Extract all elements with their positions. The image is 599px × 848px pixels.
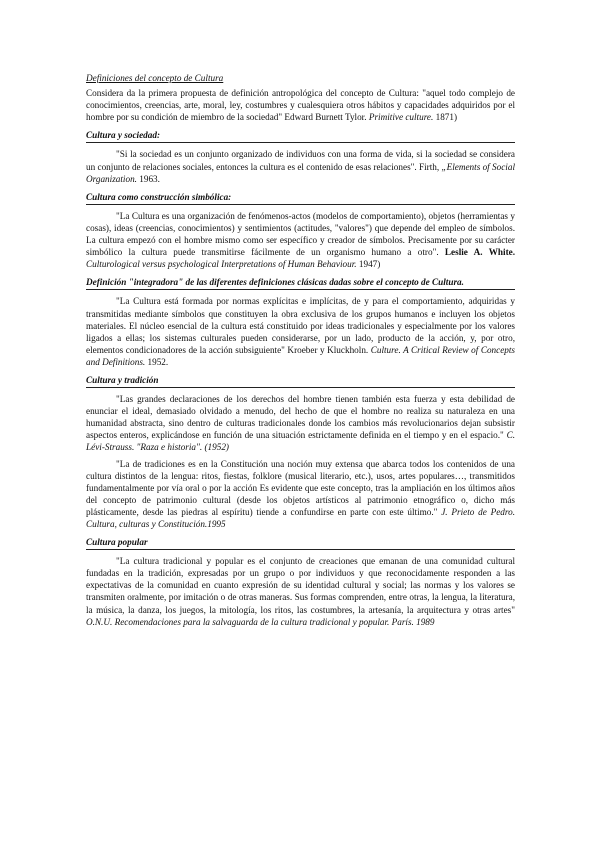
quote-text: "La Cultura está formada por normas explícitas e implícitas, de y para el comportamiento, adquiridas y transmitidas mediante símbolos que constituyen la obra exclusiva de los grupos humanos e incluyen los objetos materiales. El núcleo esencial de la cultura está constituido por ideas tradicionales y especialmente por los valores ligados a ellas; los sistemas culturales pueden considerarse, por un lado, producto de la acción, y, por otro, elementos condicionadores de la acción subsiguiente" Kroeber y Kluckholn.: [86, 296, 515, 355]
quote-text: "Las grandes declaraciones de los derechos del hombre tienen también esta fuerza y esta debilidad de enunciar el ideal, demasiado olvidado a menudo, del hecho de que el hombre no realiza su naturaleza en una humanidad abstracta, sino dentro de culturas tradicionales donde los cambios más revolucionarios dejan subsistir aspectos enteros, explicándose en función de una situación estrictamente definida en el tiempo y en el espacio.": [86, 394, 515, 441]
intro-year: 1871): [435, 112, 458, 123]
section-heading-tradicion: Cultura y tradición: [86, 374, 159, 385]
section-rule: [86, 204, 515, 205]
section-rule: [86, 549, 515, 550]
document-title: Definiciones del concepto de Cultura: [86, 73, 224, 83]
section-paragraph-tradicion-1: [86, 393, 515, 453]
quote-author: Leslie A. White.: [444, 247, 516, 258]
quote-year: 1952.: [147, 356, 169, 367]
quote-citation: Culturological versus psychological Interpretations of Human Behaviour.: [86, 259, 357, 270]
section-paragraph-simbolica: [86, 210, 515, 270]
section-heading-integradora: Definición "integradora" de las diferentes definiciones clásicas dadas sobre el concepto de Cultura.: [86, 277, 464, 288]
section-paragraph-integradora: [86, 295, 515, 368]
section-rule: [86, 142, 515, 143]
section-heading-simbolica: Cultura como construcción simbólica:: [86, 191, 232, 202]
quote-text: "Si la sociedad es un conjunto organizado de individuos con una forma de vida, si la sociedad se considera un conjunto de relaciones sociales, entonces la cultura es el contenido de esas relaciones". Firth,: [86, 149, 515, 172]
quote-citation: Culture. A Critical Review of Concepts and Definitions.: [86, 344, 516, 367]
quote-citation: C. Lévi-Strauss. "Raza e historia". (1952): [86, 430, 515, 453]
section-rule: [86, 387, 515, 388]
quote-year: 1947): [358, 259, 381, 270]
quote-text: "La cultura tradicional y popular es el conjunto de creaciones que emanan de una comunidad cultural fundadas en la tradición, expresadas por un grupo o por individuos y que reconocidamente responden a las expectativas de la comunidad en cuanto expresión de su identidad cultural y social; las normas y los valores se transmiten oralmente, por imitación o de otras maneras. Sus formas comprenden, entre otras, la lengua, la literatura, la música, la danza, los juegos, la mitología, los ritos, las costumbres, la artesanía, la arquitectura y otras artes": [86, 556, 515, 615]
section-heading-popular: Cultura popular: [86, 537, 148, 548]
quote-year: 1963.: [139, 173, 160, 184]
intro-text: Considera da la primera propuesta de definición antropológica del concepto de Cultura: "aquel todo complejo de conocimientos, creencias, arte, moral, ley, costumbres y cualesquiera otros hábitos y capacidades adquiridos por el hombre por su condición de miembro de la sociedad" Edward Burnett Tylor.: [86, 88, 515, 123]
intro-citation: Primitive culture.: [368, 112, 434, 123]
quote-text: "La de tradiciones es en la Constitución una noción muy extensa que abarca todos los contenidos de una cultura distintos de la lengua: ritos, fiestas, folklore (musical literario, etc.), usos, artes populares…, transmitidos fundamentalmente por vía oral o por la acción Es evidente que este concepto, tras la ampliación en los últimos años del concepto de patrimonio cultural (desde los objetos artísticos al patrimonio etnográfico o, dicho más plásticamente, desde las piedras al espíritu) tiende a confundirse en parte con este último.": [86, 458, 515, 517]
section-paragraph-tradicion-2: [86, 458, 515, 531]
quote-citation: J. Prieto de Pedro. Cultura, culturas y Constitución.1995: [86, 506, 516, 529]
section-heading-sociedad: Cultura y sociedad:: [86, 130, 161, 141]
section-rule: [86, 289, 515, 290]
section-paragraph-popular: [86, 555, 515, 628]
quote-citation: „Elements of Social Organization.: [86, 161, 515, 184]
quote-text: "La Cultura es una organización de fenómenos-actos (modelos de comportamiento), objetos (herramientas y cosas), ideas (creencias, conocimientos) y sentimientos (actitudes, "valores") que depende del empleo de símbolos. La cultura empezó con el hombre mismo como ser específico y creador de símbolos. Precisamente por su carácter simbólico la cultura puede transmitirse fácilmente de un organismo humano a otro".: [86, 210, 515, 258]
section-paragraph-sociedad: [86, 148, 515, 184]
intro-paragraph: [86, 87, 515, 123]
quote-citation: O.N.U. Recomendaciones para la salvaguarda de la cultura tradicional y popular. París. 1989: [86, 616, 435, 627]
